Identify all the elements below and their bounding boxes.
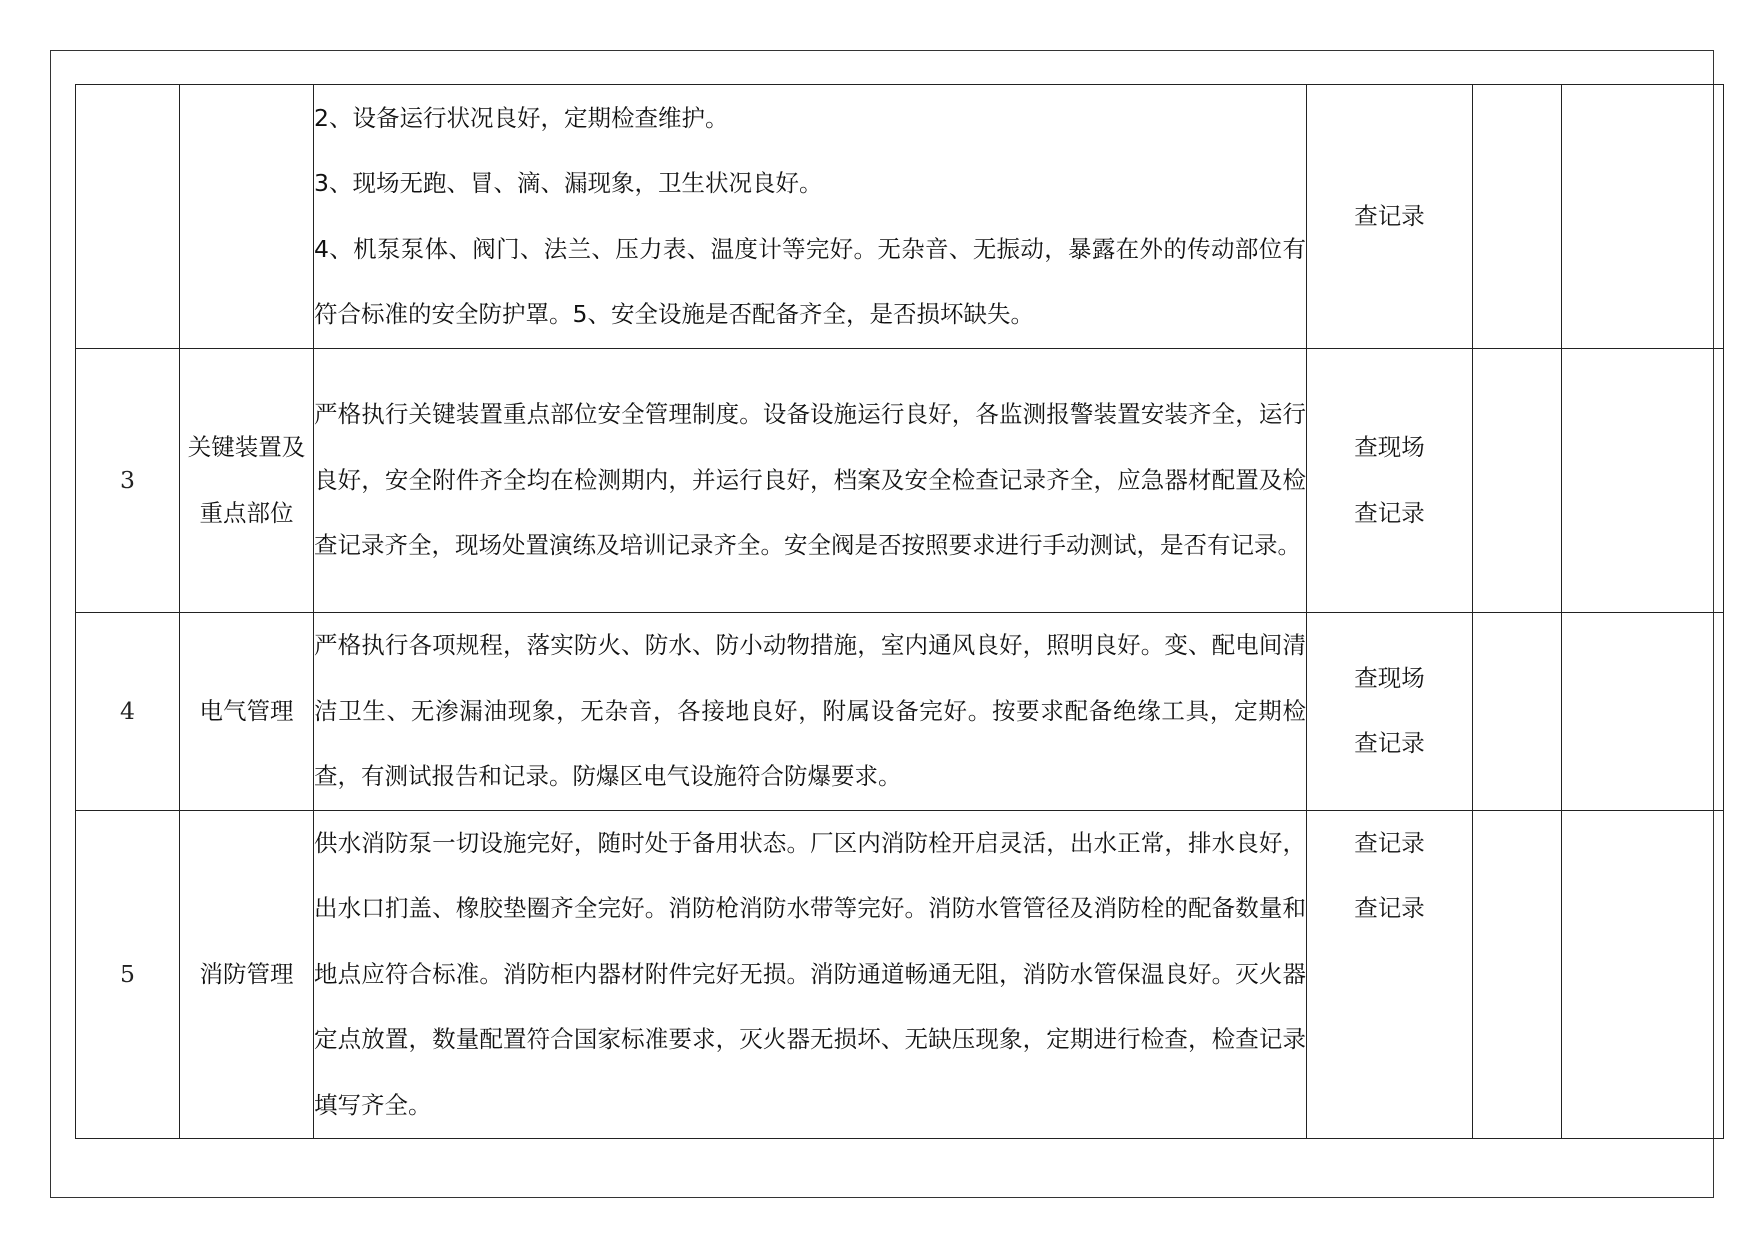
- method-cell: [1307, 349, 1473, 613]
- requirement-cell: 严格执行各项规程，落实防火、防水、防小动物措施，室内通风良好，照明良好。变、配电间清洁卫生、无渗漏油现象，无杂音，各接地良好，附属设备完好。按要求配备绝缘工具，定期检查，有测试报告和记录。防爆区电气设施符合防爆要求。: [314, 613, 1307, 811]
- row-number: 4: [76, 613, 180, 811]
- check-item: 电气管理: [180, 613, 314, 811]
- table-row: [76, 613, 1724, 811]
- method-label: 查记录: [1354, 828, 1425, 857]
- inspection-table: [75, 84, 1724, 1139]
- method-label: 查记录: [1354, 498, 1425, 527]
- empty-cell: [1562, 613, 1724, 811]
- empty-cell: [1473, 613, 1562, 811]
- empty-cell: [1473, 85, 1562, 349]
- empty-cell: [1562, 85, 1724, 349]
- check-item: 关键装置及重点部位: [180, 349, 314, 613]
- method-cell: [1307, 810, 1473, 1139]
- method-cell: [1307, 85, 1473, 349]
- empty-cell: [1562, 349, 1724, 613]
- table-row: [76, 349, 1724, 613]
- table-row: [76, 810, 1724, 1139]
- method-label: 查现场: [1354, 433, 1425, 461]
- check-item: [180, 85, 314, 349]
- method-label: 查记录: [1354, 729, 1425, 758]
- requirement-cell: [314, 85, 1307, 349]
- requirement-cell: 供水消防泵一切设施完好，随时处于备用状态。厂区内消防栓开启灵活，出水正常，排水良好，出水口扪盖、橡胶垫圈齐全完好。消防枪消防水带等完好。消防水管管径及消防栓的配备数量和地点应符合标准。消防柜内器材附件完好无损。消防通道畅通无阻，消防水管保温良好。灭火器定点放置，数量配置符合国家标准要求，灭火器无损坏、无缺压现象，定期进行检查，检查记录填写齐全。: [314, 810, 1307, 1139]
- method-cell: [1307, 613, 1473, 811]
- requirement-line: 3、现场无跑、冒、滴、漏现象，卫生状况良好。: [314, 169, 823, 197]
- table-row: [76, 85, 1724, 349]
- check-item: 消防管理: [180, 810, 314, 1139]
- row-number: [76, 85, 180, 349]
- row-number: 5: [76, 810, 180, 1139]
- method-label: 查记录: [1354, 201, 1425, 230]
- empty-cell: [1473, 349, 1562, 613]
- requirement-line: 4、机泵泵体、阀门、法兰、压力表、温度计等完好。无杂音、无振动，暴露在外的传动部位有符合标准的安全防护罩。5、安全设施是否配备齐全，是否损坏缺失。: [314, 234, 1306, 328]
- method-label: 查记录: [1354, 894, 1425, 922]
- requirement-cell: 严格执行关键装置重点部位安全管理制度。设备设施运行良好，各监测报警装置安装齐全，运行良好，安全附件齐全均在检测期内，并运行良好，档案及安全检查记录齐全，应急器材配置及检查记录齐全，现场处置演练及培训记录齐全。安全阀是否按照要求进行手动测试，是否有记录。: [314, 349, 1307, 613]
- method-label: 查现场: [1354, 663, 1425, 692]
- empty-cell: [1473, 810, 1562, 1139]
- requirement-line: 2、设备运行状况良好，定期检查维护。: [314, 103, 729, 132]
- empty-cell: [1562, 810, 1724, 1139]
- row-number: 3: [76, 349, 180, 613]
